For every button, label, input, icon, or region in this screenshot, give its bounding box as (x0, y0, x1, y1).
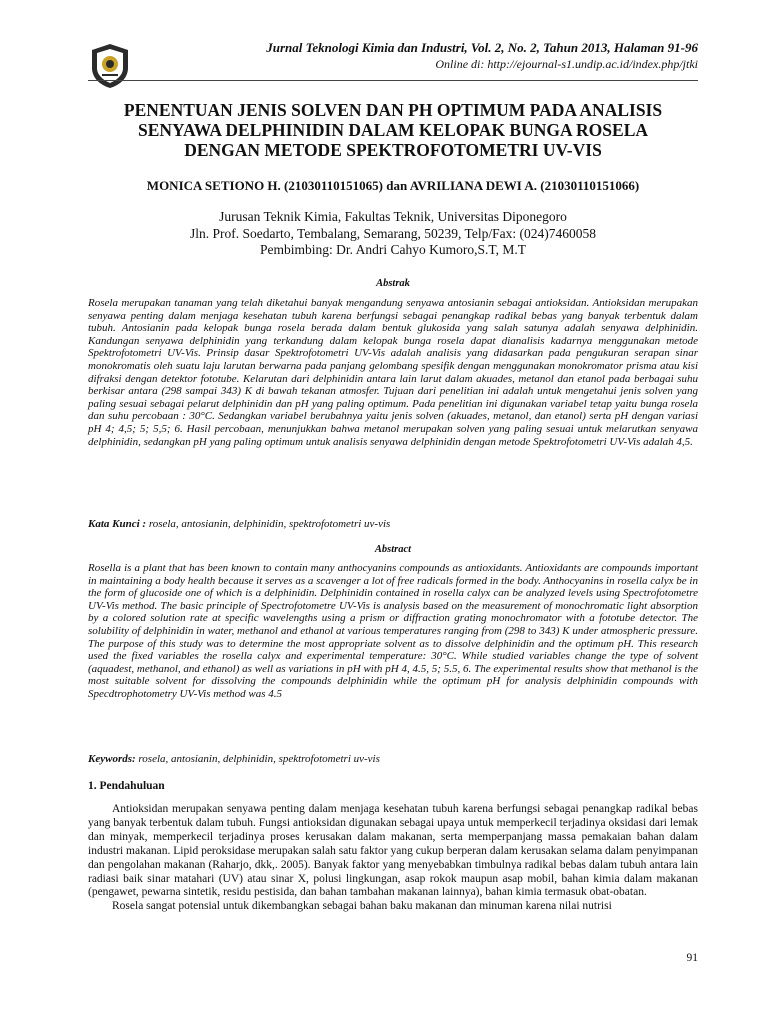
affiliation-line-2: Jln. Prof. Soedarto, Tembalang, Semarang, 50239, Telp/Fax: (024)7460058 (190, 225, 596, 241)
journal-url: Online di: http://ejournal-s1.undip.ac.id/index.php/jtki (435, 57, 698, 71)
university-seal-logo (88, 42, 132, 90)
keywords-text: rosela, antosianin, delphinidin, spektrofotometri uv-vis (135, 753, 380, 765)
header-rule (88, 80, 698, 81)
kata-kunci (88, 518, 698, 530)
abstrak-heading: Abstrak (376, 278, 410, 289)
keywords (88, 753, 698, 765)
abstract-text: Rosella is a plant that has been known to contain many anthocyanins compounds as antioxidants. Antioxidants are compounds important in maintaining a body health because it serves as a scavenger a lot of free radicals formed in the body. Anthocyanins in rosella calyx be in the form of glucoside one of which is a delphinidin. Delphinidin contained in rosella calyx can be analyzed levels using Spectrofotometre UV-Vis method. The basic principle of Spectrofotometre UV-Vis is analysis based on the measurement of monochromatic light absorption by a colored solution rate at specific wavelengths using a prism or diffraction grating monochromator with a fototube detector. The solubility of delphinidin in water, methanol and ethanol at various temperatures ranging from (298 to 343) K under atmospheric pressure. The purpose of this study was to determine the most appropriate solvent as to dissolve delphinidin and the optimum pH. This research used the fixed variables the rosella calyx and experimental temperature: 30°C. While studied variables change the type of solvent (aquadest, methanol, and ethanol) as well as variations in pH with pH 4, 4.5, 5; 5.5, 6. The experimental results show that methanol is the most suitable solvent for dissolving the compounds delphinidin while the optimum pH for analysis delphinidin compounds with Specdtrophotometry UV-Vis method was 4.5 (88, 562, 698, 700)
title-line-1: PENENTUAN JENIS SOLVEN DAN PH OPTIMUM PADA ANALISIS (123, 100, 663, 120)
kata-kunci-text: rosela, antosianin, delphinidin, spektrofotometri uv-vis (146, 518, 391, 530)
journal-header (266, 40, 698, 72)
intro-body (88, 803, 698, 914)
affiliation (88, 209, 698, 259)
intro-paragraph-1: Antioksidan merupakan senyawa penting dalam menjaga kesehatan tubuh karena berfungsi sebagai penangkap radikal bebas yang banyak terbentuk dalam tubuh. Fungsi antioksidan digunakan sebagai upaya untuk memperkecil terjadinya oksidasi dari lemak dan minyak, memperkecil terjadinya proses kerusakan dalam makanan, serta memperpanjang massa pemakaian bahan dalam industri makanan. Lipid peroksidase merupakan salah satu faktor yang cukup berperan dalam kerusakan selama dalam penyimpanan dan pengolahan makanan (Raharjo, dkk,. 2005). Banyak faktor yang menyebabkan timbulnya radikal bebas dalam tubuh antara lain radiasi baik sinar matahari (UV) atau sinar X, polusi lingkungan, asap rokok maupun asap mobil, bahan kimia dalam makanan (pengawet, pewarna sintetik, residu pestisida, dan bahan tambahan makanan lainnya), bahan kimia termasuk obat-obatan. (88, 803, 698, 899)
journal-citation: Jurnal Teknologi Kimia dan Industri, Vol. 2, No. 2, Tahun 2013, Halaman 91-96 (266, 40, 698, 55)
page-number: 91 (686, 952, 698, 964)
intro-paragraph-2: Rosela sangat potensial untuk dikembangkan sebagai bahan baku makanan dan minuman karena nilai nutrisi (112, 900, 612, 913)
kata-kunci-label: Kata Kunci : (88, 518, 147, 530)
paper-title (88, 100, 698, 160)
affiliation-line-3: Pembimbing: Dr. Andri Cahyo Kumoro,S.T, M.T (260, 242, 526, 257)
abstract-heading: Abstract (374, 544, 412, 555)
keywords-label: Keywords: (88, 753, 136, 765)
affiliation-line-1: Jurusan Teknik Kimia, Fakultas Teknik, Universitas Diponegoro (219, 209, 567, 224)
intro-heading: 1. Pendahuluan (88, 780, 165, 792)
title-line-3: DENGAN METODE SPEKTROFOTOMETRI UV-VIS (184, 140, 602, 160)
authors: MONICA SETIONO H. (21030110151065) dan AVRILIANA DEWI A. (21030110151066) (146, 178, 640, 193)
title-line-2: SENYAWA DELPHINIDIN DALAM KELOPAK BUNGA ROSELA (137, 120, 649, 140)
abstrak-text: Rosela merupakan tanaman yang telah diketahui banyak mengandung senyawa antosianin sebagai antioksidan. Antioksidan merupakan senyawa penting dalam menjaga kesehatan tubuh karena berfungsi sebagai penangkap radikal bebas yang banyak terbentuk dalam tubuh. Antosianin pada kelopak bunga rosela berada dalam bentuk glukosida yang salah satunya adalah senyawa delphinidin. Kandungan senyawa delphinidin yang terkandung dalam kelopak bunga rosela dapat dianalisis kadarnya menggunakan metode Spektrofotometri UV-Vis. Prinsip dasar Spektrofotometri UV-Vis adalah analisis yang didasarkan pada pengukuran serapan sinar monokromatis oleh suatu laju larutan berwarna pada panjang gelombang spesifik dengan menggunakan monokromator prisma atau kisi difraksi dengan detektor fototube. Kelarutan dari delphinidin antara lain larut dalam akuades, metanol dan etanol pada berbagai suhu berkisar antara (298 sampai 343) K di bawah tekanan atmosfer. Tujuan dari penelitian ini adalah untuk mengetahui jenis solven yang paling sesuai sebagai pelarut delphinidin dan pH yang paling optimum. Pada penelitian ini digunakan variabel tetap yaitu bunga rosela dan suhu percobaan : 30°C. Sedangkan variabel berubahnya yaitu jenis solven (akuades, metanol, dan etanol) serta pH dengan variasi pH 4; 4,5; 5; 5,5; 6. Hasil percobaan, menunjukkan bahwa metanol merupakan solven yang paling sesuai untuk melarutkan senyawa delphinidin, sedangkan pH yang paling optimum untuk analisis senyawa delphinidin dengan metode Spektrofotometri UV-Vis adalah 4,5. (88, 297, 698, 448)
